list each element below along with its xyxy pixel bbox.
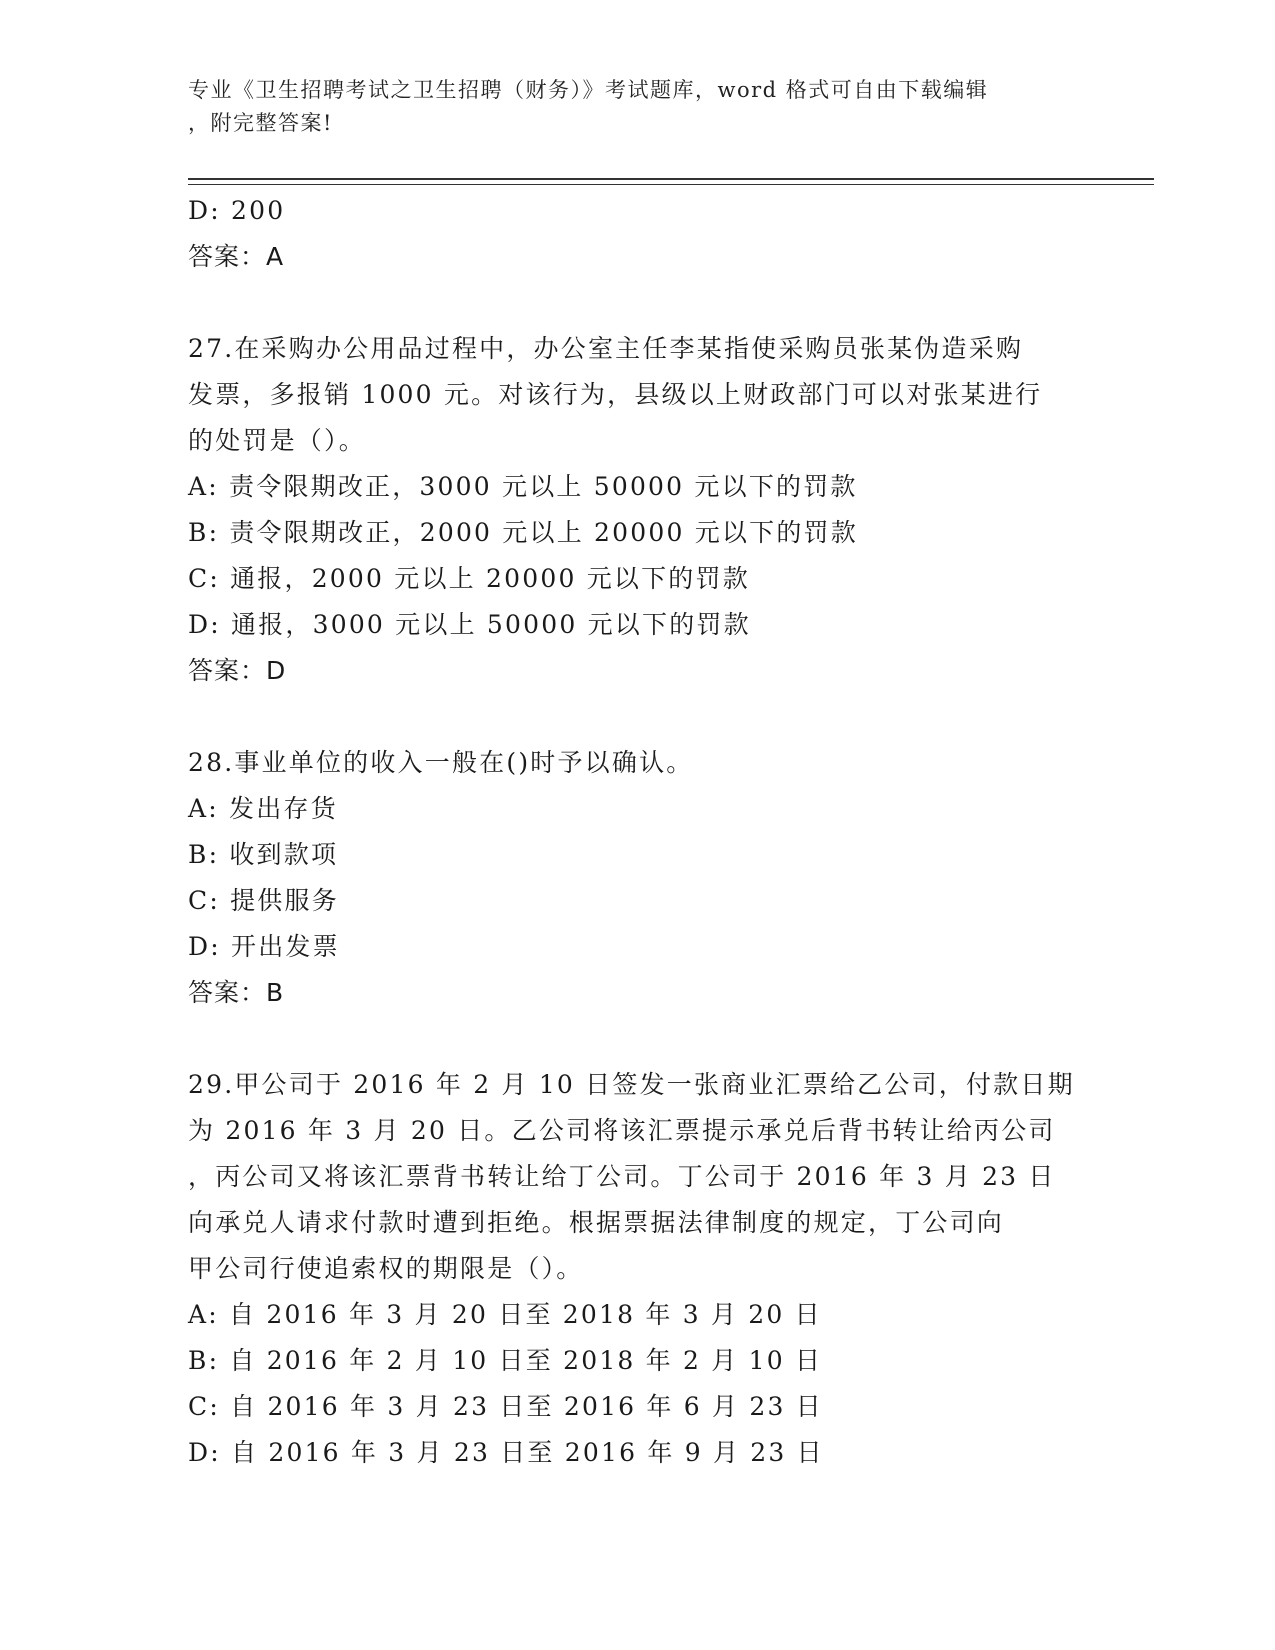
option-b: B: 自 2016 年 2 月 10 日至 2018 年 2 月 10 日 bbox=[188, 1346, 823, 1375]
question-stem-line: 发票，多报销 1000 元。对该行为，县级以上财政部门可以对张某进行 bbox=[188, 380, 1043, 409]
previous-question-tail bbox=[188, 188, 1088, 280]
question-27 bbox=[188, 326, 1088, 694]
option-d: D: 自 2016 年 3 月 23 日至 2016 年 9 月 23 日 bbox=[188, 1438, 824, 1467]
answer-line: 答案：D bbox=[188, 656, 287, 685]
option-b: B: 责令限期改正，2000 元以上 20000 元以下的罚款 bbox=[188, 518, 858, 547]
option-a: A: 自 2016 年 3 月 20 日至 2018 年 3 月 20 日 bbox=[188, 1300, 822, 1329]
document-header bbox=[188, 74, 1068, 140]
spacer bbox=[188, 694, 1088, 740]
header-title-line: 专业《卫生招聘考试之卫生招聘（财务）》考试题库，word 格式可自由下载编辑 bbox=[188, 78, 989, 102]
option-a: A: 责令限期改正，3000 元以上 50000 元以下的罚款 bbox=[188, 472, 858, 501]
question-stem-line: 为 2016 年 3 月 20 日。乙公司将该汇票提示承兑后背书转让给丙公司 bbox=[188, 1116, 1056, 1145]
question-29 bbox=[188, 1062, 1088, 1476]
question-stem-line: 甲公司行使追索权的期限是（）。 bbox=[188, 1254, 584, 1283]
header-subtitle-line: ，附完整答案! bbox=[188, 111, 333, 135]
answer-line: 答案：A bbox=[188, 242, 285, 271]
option-d: D: 200 bbox=[188, 196, 286, 225]
option-b: B: 收到款项 bbox=[188, 840, 339, 869]
question-stem-line: 的处罚是（）。 bbox=[188, 426, 366, 455]
option-a: A: 发出存货 bbox=[188, 794, 338, 823]
question-28 bbox=[188, 740, 1088, 1016]
answer-line: 答案：B bbox=[188, 978, 285, 1007]
option-d: D: 开出发票 bbox=[188, 932, 340, 961]
question-stem-line: 27.在采购办公用品过程中，办公室主任李某指使采购员张某伪造采购 bbox=[188, 334, 1024, 363]
question-stem-line: 28.事业单位的收入一般在()时予以确认。 bbox=[188, 748, 694, 777]
option-c: C: 通报，2000 元以上 20000 元以下的罚款 bbox=[188, 564, 750, 593]
option-c: C: 提供服务 bbox=[188, 886, 339, 915]
question-stem-line: 向承兑人请求付款时遭到拒绝。根据票据法律制度的规定，丁公司向 bbox=[188, 1208, 1005, 1237]
option-c: C: 自 2016 年 3 月 23 日至 2016 年 6 月 23 日 bbox=[188, 1392, 823, 1421]
document-body bbox=[188, 188, 1088, 1476]
spacer bbox=[188, 1016, 1088, 1062]
option-d: D: 通报，3000 元以上 50000 元以下的罚款 bbox=[188, 610, 751, 639]
spacer bbox=[188, 280, 1088, 326]
question-stem-line: ，丙公司又将该汇票背书转让给丁公司。丁公司于 2016 年 3 月 23 日 bbox=[188, 1162, 1056, 1191]
header-divider-thin bbox=[188, 184, 1154, 185]
question-stem-line: 29.甲公司于 2016 年 2 月 10 日签发一张商业汇票给乙公司，付款日期 bbox=[188, 1070, 1075, 1099]
header-divider-thick bbox=[188, 178, 1154, 180]
